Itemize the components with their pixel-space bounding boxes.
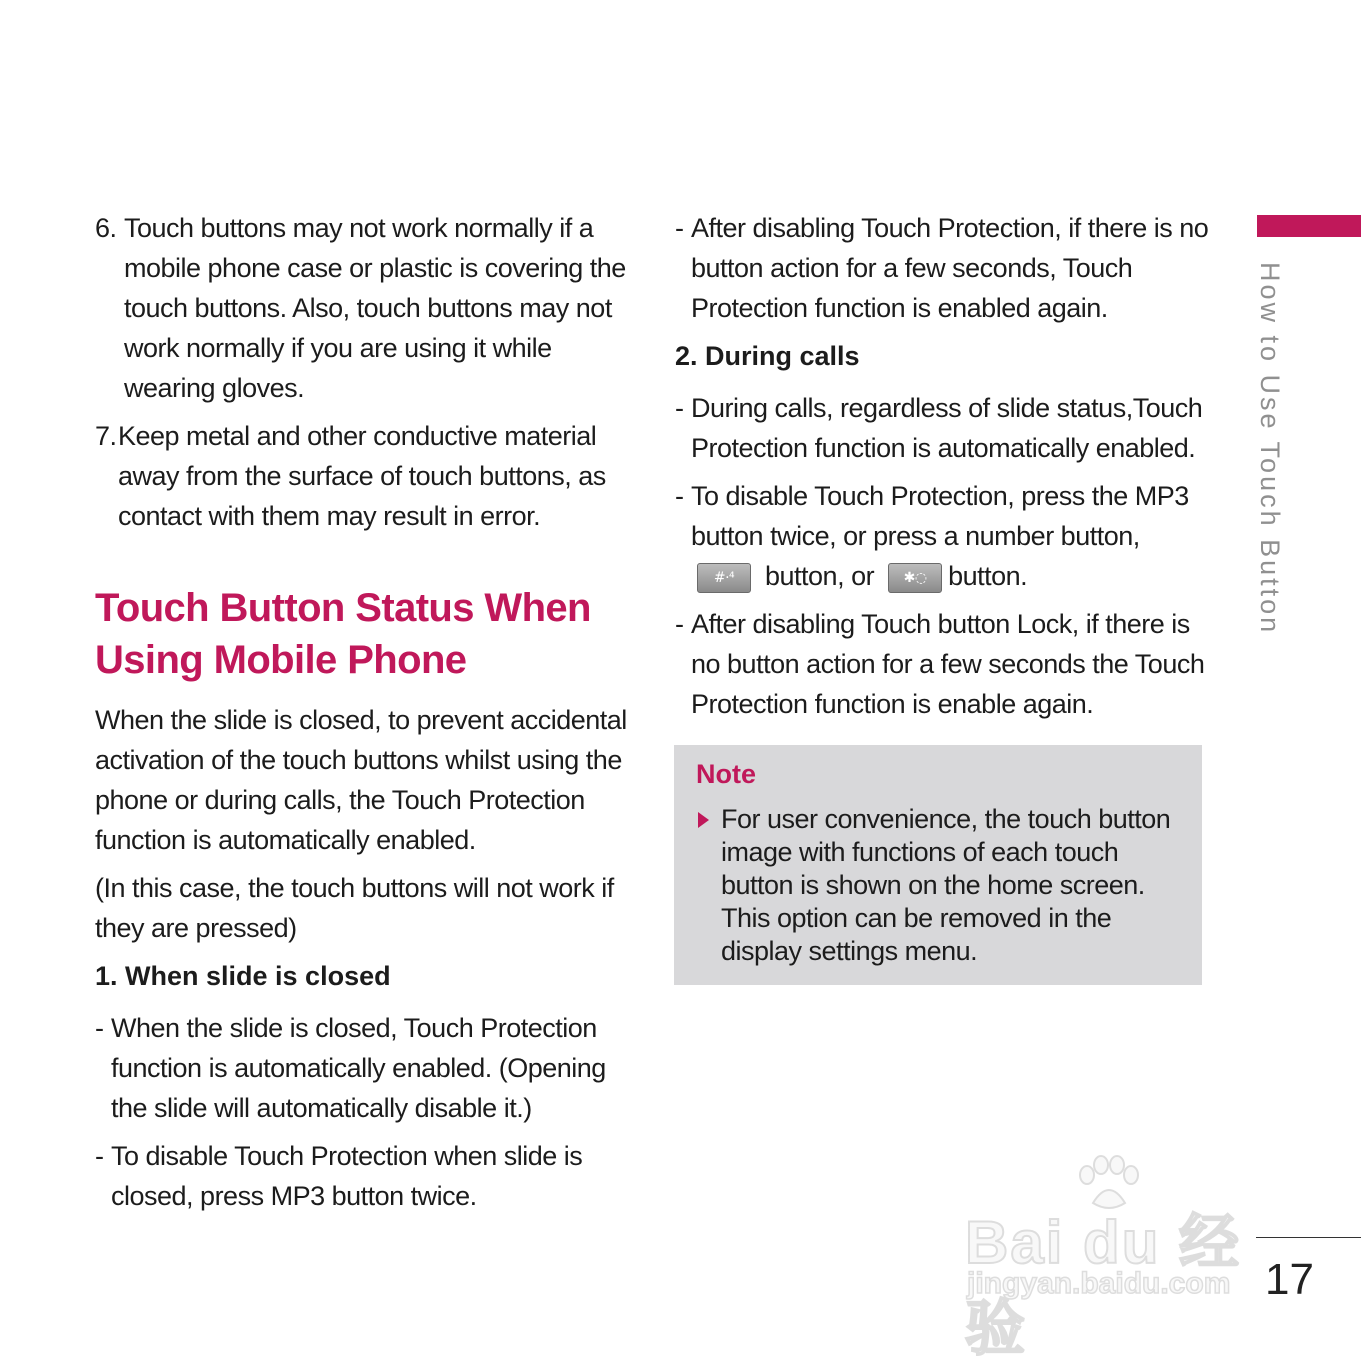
note-item	[696, 803, 1182, 968]
bullet-dash: -	[95, 1141, 104, 1171]
bullet-text: During calls, regardless of slide status,Touch Protection function is automatically enabled.	[691, 393, 1203, 463]
item-text: Keep metal and other conductive material away from the surface of touch buttons, as contact with them may result in error.	[118, 421, 606, 531]
subheading-slide-closed: 1. When slide is closed	[95, 961, 391, 991]
bullet-dash: -	[675, 393, 684, 423]
note-text: For user convenience, the touch button image with functions of each touch button is shown on the home screen. This option can be removed in the display settings menu.	[721, 804, 1171, 966]
bullet-dash: -	[95, 1013, 104, 1043]
bullet-text	[691, 476, 1215, 596]
bullet-dash: -	[675, 481, 684, 511]
list-item-7	[95, 416, 630, 536]
chapter-side-label: How to Use Touch Button	[1255, 262, 1285, 636]
intro-note-paragraph: (In this case, the touch buttons will not work if they are pressed)	[95, 873, 614, 943]
right-column	[675, 208, 1215, 732]
intro-paragraph: When the slide is closed, to prevent accidental activation of the touch buttons whilst using the phone or during calls, the Touch Protection function is automatically enabled.	[95, 705, 627, 855]
bullet-dash: -	[675, 609, 684, 639]
bullet-item	[675, 476, 1215, 596]
bullet-dash: -	[675, 213, 684, 243]
bullet-item	[675, 208, 1215, 328]
bullet-item	[675, 388, 1215, 468]
subheading-during-calls: 2. During calls	[675, 341, 860, 371]
bullet-text: After disabling Touch button Lock, if there is no button action for a few seconds the Touch Protection function is enable again.	[691, 609, 1205, 719]
note-title: Note	[696, 759, 756, 789]
bullet-text-part: To disable Touch Protection, press the MP3 button twice, or press a number button,	[691, 481, 1189, 551]
watermark-logo-text: Bai du 经验	[965, 1209, 1242, 1362]
triangle-bullet-icon	[698, 812, 709, 828]
footer-rule	[1256, 1237, 1361, 1238]
bullet-text-part: button, or	[765, 561, 875, 591]
item-number: 6.	[95, 213, 117, 243]
baidu-watermark	[965, 1155, 1275, 1362]
chapter-tab-marker	[1257, 215, 1361, 237]
star-key-icon: ✱◌	[888, 563, 942, 593]
item-number: 7.	[95, 421, 117, 451]
bullet-text: When the slide is closed, Touch Protection function is automatically enabled. (Opening the slide will automatically disable it.)	[111, 1013, 606, 1123]
item-text: Touch buttons may not work normally if a mobile phone case or plastic is covering the touch buttons. Also, touch buttons may not work normally if you are using it while wearing gloves.	[124, 213, 626, 403]
page-number: 17	[1265, 1255, 1314, 1304]
bullet-item	[95, 1008, 630, 1128]
watermark-url: jingyan.baidu.com	[967, 1267, 1231, 1300]
section-title: Touch Button Status When Using Mobile Phone	[95, 586, 591, 682]
bullet-item	[95, 1136, 630, 1216]
hash-key-icon: #⋅⁴	[697, 563, 751, 593]
list-item-6	[95, 208, 630, 408]
bullet-text: To disable Touch Protection when slide is closed, press MP3 button twice.	[111, 1141, 583, 1211]
bullet-text-part: button.	[948, 561, 1028, 591]
left-column	[95, 208, 630, 1224]
note-box	[674, 745, 1202, 985]
bullet-item	[675, 604, 1215, 724]
bullet-text: After disabling Touch Protection, if there is no button action for a few seconds, Touch Protection function is enabled again.	[691, 213, 1209, 323]
